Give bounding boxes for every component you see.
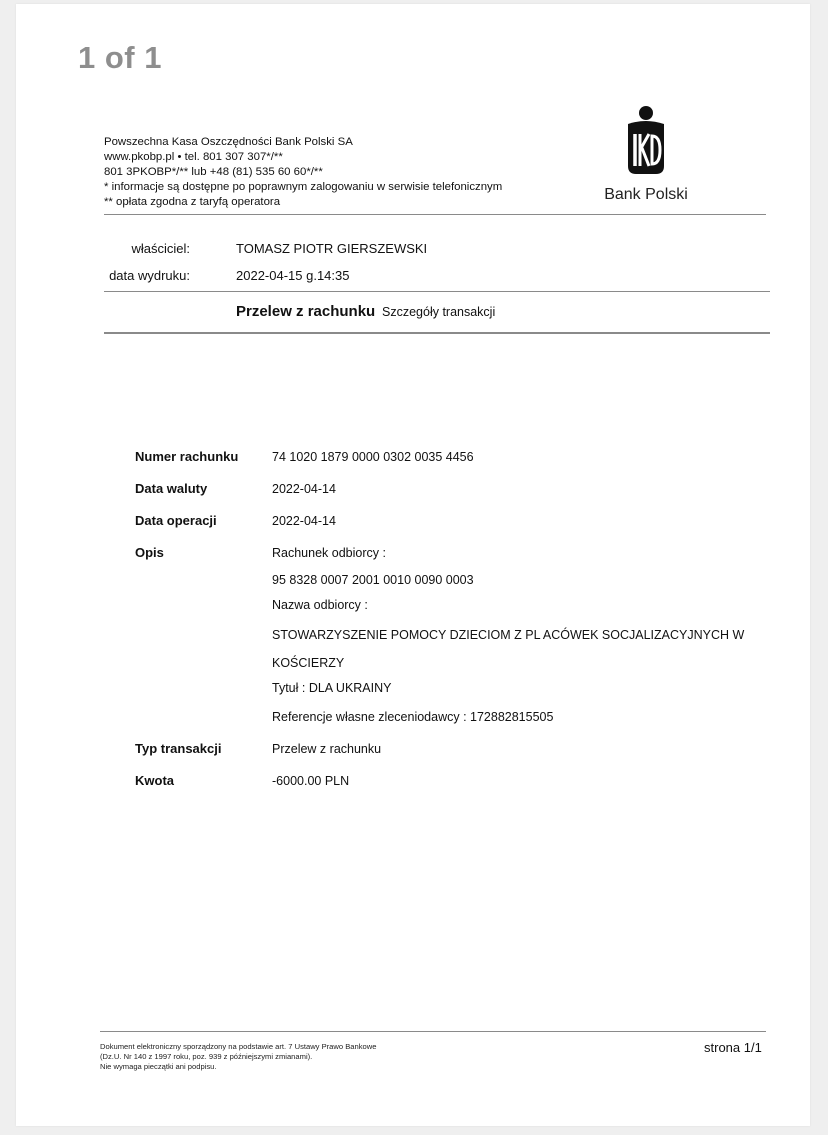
owner-label: właściciel: bbox=[131, 241, 190, 256]
description-label: Opis bbox=[135, 545, 164, 560]
bank-info bbox=[104, 135, 502, 210]
operation-date-value: 2022-04-14 bbox=[272, 514, 336, 528]
account-number-label: Numer rachunku bbox=[135, 449, 239, 464]
value-date-label: Data waluty bbox=[135, 481, 208, 496]
footer-line: Nie wymaga pieczątki ani podpisu. bbox=[100, 1062, 217, 1071]
description-line: 95 8328 0007 2001 0010 0090 0003 bbox=[272, 573, 474, 587]
amount-value: -6000.00 PLN bbox=[272, 774, 350, 788]
bank-contact-line: www.pkobp.pl • tel. 801 307 307*/** bbox=[104, 151, 283, 163]
owner-divider bbox=[104, 291, 770, 292]
owner-name: TOMASZ PIOTR GIERSZEWSKI bbox=[236, 241, 428, 256]
transaction-type-value: Przelew z rachunku bbox=[272, 742, 382, 756]
bank-logo-text: Bank Polski bbox=[604, 186, 688, 203]
bank-note-line: * informacje są dostępne po poprawnym zalogowaniu w serwisie telefonicznym bbox=[104, 181, 503, 193]
description-line: Tytuł : DLA UKRAINY bbox=[272, 681, 392, 695]
section-title: Przelew z rachunku bbox=[236, 303, 376, 320]
description-line: KOŚCIERZY bbox=[272, 656, 345, 670]
description-line: Nazwa odbiorcy : bbox=[272, 598, 368, 612]
bank-note-line: ** opłata zgodna z taryfą operatora bbox=[104, 196, 281, 208]
section-divider bbox=[104, 332, 770, 334]
section-subtitle: Szczegóły transakcji bbox=[382, 305, 496, 319]
footer-line: Dokument elektroniczny sporządzony na podstawie art. 7 Ustawy Prawo Bankowe bbox=[100, 1042, 377, 1051]
bank-name: Powszechna Kasa Oszczędności Bank Polski SA bbox=[104, 136, 353, 148]
account-number-value: 74 1020 1879 0000 0302 0035 4456 bbox=[272, 450, 474, 464]
footer-legal-text bbox=[100, 1042, 376, 1072]
print-date-label: data wydruku: bbox=[109, 268, 190, 283]
description-line: STOWARZYSZENIE POMOCY DZIECIOM Z PL ACÓWEK SOCJALIZACYJNYCH W bbox=[272, 628, 745, 642]
amount-label: Kwota bbox=[135, 773, 174, 788]
footer-line: (Dz.U. Nr 140 z 1997 roku, poz. 939 z późniejszymi zmianami). bbox=[100, 1052, 313, 1061]
bank-logo bbox=[604, 104, 688, 214]
pko-logo-icon bbox=[618, 104, 674, 178]
transaction-type-label: Typ transakcji bbox=[135, 741, 222, 756]
footer-divider bbox=[100, 1031, 766, 1032]
page-counter: 1 of 1 bbox=[78, 40, 162, 75]
description-line: Rachunek odbiorcy : bbox=[272, 546, 386, 560]
print-date-value: 2022-04-15 g.14:35 bbox=[236, 268, 350, 283]
description-line: Referencje własne zleceniodawcy : 172882815505 bbox=[272, 710, 554, 724]
value-date-value: 2022-04-14 bbox=[272, 482, 336, 496]
header-divider bbox=[104, 214, 766, 215]
footer-page-number: strona 1/1 bbox=[704, 1040, 762, 1055]
operation-date-label: Data operacji bbox=[135, 513, 217, 528]
bank-contact-line: 801 3PKOBP*/** lub +48 (81) 535 60 60*/** bbox=[104, 166, 323, 178]
